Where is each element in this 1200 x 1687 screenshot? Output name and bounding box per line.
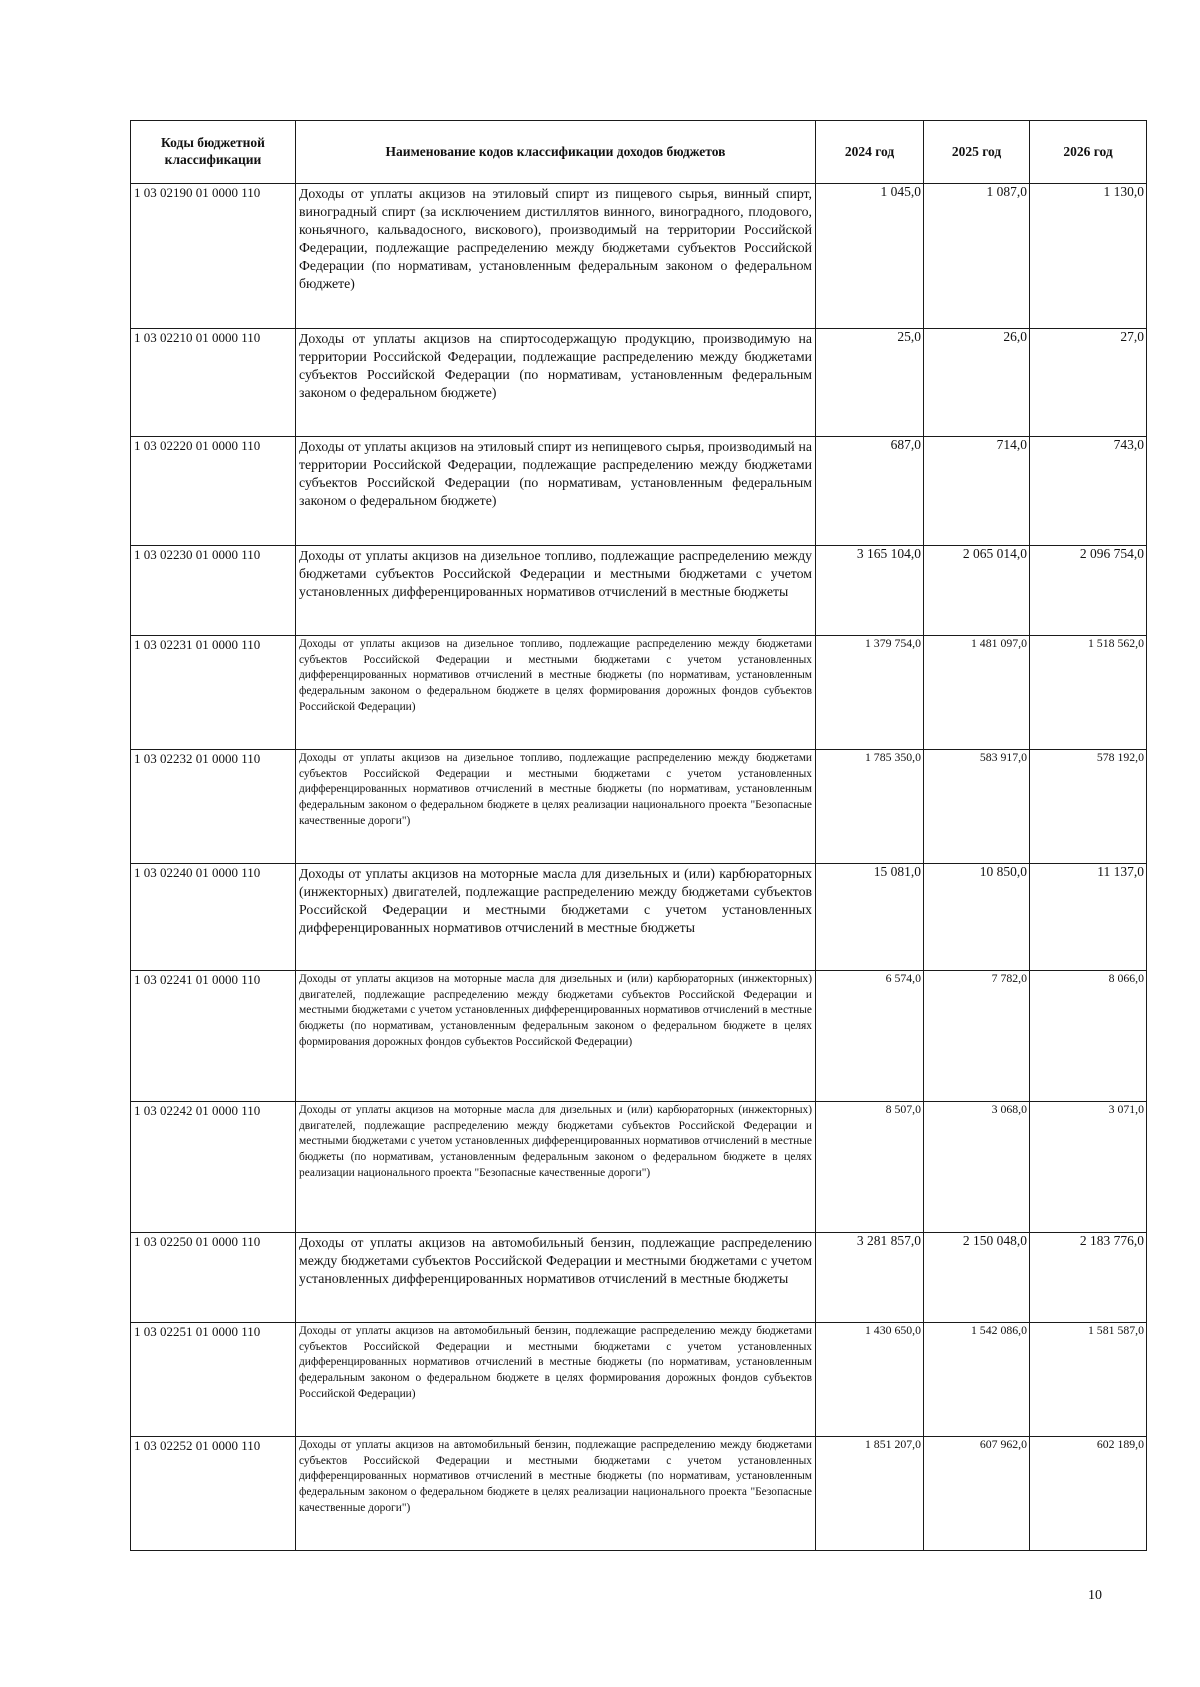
amount-2026-cell: 3 071,0	[1030, 1102, 1147, 1233]
amount-2025-cell: 10 850,0	[924, 864, 1030, 971]
budget-code-cell: 1 03 02230 01 0000 110	[131, 546, 296, 636]
amount-2026-cell: 27,0	[1030, 329, 1147, 437]
amount-2026-cell: 1 581 587,0	[1030, 1323, 1147, 1437]
amount-2024-cell: 25,0	[816, 329, 924, 437]
amount-2024-cell: 1 851 207,0	[816, 1437, 924, 1551]
amount-2025-cell: 607 962,0	[924, 1437, 1030, 1551]
amount-2025-cell: 714,0	[924, 437, 1030, 546]
amount-2026-cell: 2 096 754,0	[1030, 546, 1147, 636]
table-row	[131, 1233, 1147, 1323]
code-name-cell: Доходы от уплаты акцизов на спиртосодержащую продукцию, производимую на территории Российской Федерации, подлежащие распределению между бюджетами субъектов Российской Федерации (по нормативам, установленным федеральным законом о федеральном бюджете)	[296, 329, 816, 437]
budget-code-cell: 1 03 02231 01 0000 110	[131, 636, 296, 750]
budget-revenue-table	[130, 120, 1147, 1551]
amount-2024-cell: 1 785 350,0	[816, 750, 924, 864]
code-name-cell: Доходы от уплаты акцизов на автомобильный бензин, подлежащие распределению между бюджетами субъектов Российской Федерации и местными бюджетами с учетом установленных дифференцированных нормативов отчислений в местные бюджеты (по нормативам, установленным федеральным законом о федеральном бюджете в целях формирования дорожных фондов субъектов Российской Федерации)	[296, 1323, 816, 1437]
code-name-cell: Доходы от уплаты акцизов на дизельное топливо, подлежащие распределению между бюджетами субъектов Российской Федерации и местными бюджетами с учетом установленных дифференцированных нормативов отчислений в местные бюджеты (по нормативам, установленным федеральным законом о федеральном бюджете в целях формирования дорожных фондов субъектов Российской Федерации)	[296, 636, 816, 750]
amount-2025-cell: 1 542 086,0	[924, 1323, 1030, 1437]
amount-2025-cell: 3 068,0	[924, 1102, 1030, 1233]
code-name-cell: Доходы от уплаты акцизов на этиловый спирт из непищевого сырья, производимый на территории Российской Федерации, подлежащие распределению между бюджетами субъектов Российской Федерации (по нормативам, установленным федеральным законом о федеральном бюджете)	[296, 437, 816, 546]
budget-code-cell: 1 03 02241 01 0000 110	[131, 971, 296, 1102]
code-name-cell: Доходы от уплаты акцизов на моторные масла для дизельных и (или) карбюраторных (инжекторных) двигателей, подлежащие распределению между бюджетами субъектов Российской Федерации и местными бюджетами с учетом установленных дифференцированных нормативов отчислений в местные бюджеты (по нормативам, установленным федеральным законом о федеральном бюджете в целях реализации национального проекта "Безопасные качественные дороги")	[296, 1102, 816, 1233]
code-name-cell: Доходы от уплаты акцизов на дизельное топливо, подлежащие распределению между бюджетами субъектов Российской Федерации и местными бюджетами с учетом установленных дифференцированных нормативов отчислений в местные бюджеты (по нормативам, установленным федеральным законом о федеральном бюджете в целях реализации национального проекта "Безопасные качественные дороги")	[296, 750, 816, 864]
code-name-cell: Доходы от уплаты акцизов на автомобильный бензин, подлежащие распределению между бюджетами субъектов Российской Федерации и местными бюджетами с учетом установленных дифференцированных нормативов отчислений в местные бюджеты	[296, 1233, 816, 1323]
header-budget-code: Коды бюджетной классификации	[131, 121, 296, 184]
table-row	[131, 864, 1147, 971]
amount-2026-cell: 11 137,0	[1030, 864, 1147, 971]
amount-2024-cell: 3 281 857,0	[816, 1233, 924, 1323]
amount-2024-cell: 687,0	[816, 437, 924, 546]
header-code-name: Наименование кодов классификации доходов бюджетов	[296, 121, 816, 184]
budget-code-cell: 1 03 02232 01 0000 110	[131, 750, 296, 864]
amount-2024-cell: 3 165 104,0	[816, 546, 924, 636]
amount-2025-cell: 583 917,0	[924, 750, 1030, 864]
amount-2026-cell: 602 189,0	[1030, 1437, 1147, 1551]
table-row	[131, 184, 1147, 329]
header-year-2026: 2026 год	[1030, 121, 1147, 184]
budget-code-cell: 1 03 02242 01 0000 110	[131, 1102, 296, 1233]
table-header-row	[131, 121, 1147, 184]
code-name-cell: Доходы от уплаты акцизов на моторные масла для дизельных и (или) карбюраторных (инжекторных) двигателей, подлежащие распределению между бюджетами субъектов Российской Федерации и местными бюджетами с учетом установленных дифференцированных нормативов отчислений в местные бюджеты	[296, 864, 816, 971]
table-row	[131, 971, 1147, 1102]
amount-2025-cell: 1 481 097,0	[924, 636, 1030, 750]
table-row	[131, 636, 1147, 750]
table-row	[131, 750, 1147, 864]
budget-code-cell: 1 03 02190 01 0000 110	[131, 184, 296, 329]
amount-2026-cell: 578 192,0	[1030, 750, 1147, 864]
amount-2024-cell: 15 081,0	[816, 864, 924, 971]
amount-2024-cell: 6 574,0	[816, 971, 924, 1102]
code-name-cell: Доходы от уплаты акцизов на моторные масла для дизельных и (или) карбюраторных (инжекторных) двигателей, подлежащие распределению между бюджетами субъектов Российской Федерации и местными бюджетами с учетом установленных дифференцированных нормативов отчислений в местные бюджеты (по нормативам, установленным федеральным законом о федеральном бюджете в целях формирования дорожных фондов субъектов Российской Федерации)	[296, 971, 816, 1102]
amount-2026-cell: 8 066,0	[1030, 971, 1147, 1102]
amount-2025-cell: 2 065 014,0	[924, 546, 1030, 636]
amount-2026-cell: 1 130,0	[1030, 184, 1147, 329]
amount-2024-cell: 1 430 650,0	[816, 1323, 924, 1437]
code-name-cell: Доходы от уплаты акцизов на этиловый спирт из пищевого сырья, винный спирт, виноградный спирт (за исключением дистиллятов винного, виноградного, плодового, коньячного, кальвадосного, вискового), производимый на территории Российской Федерации, подлежащие распределению между бюджетами субъектов Российской Федерации (по нормативам, установленным федеральным законом о федеральном бюджете)	[296, 184, 816, 329]
amount-2024-cell: 1 045,0	[816, 184, 924, 329]
amount-2026-cell: 1 518 562,0	[1030, 636, 1147, 750]
table-row	[131, 546, 1147, 636]
amount-2026-cell: 2 183 776,0	[1030, 1233, 1147, 1323]
header-year-2024: 2024 год	[816, 121, 924, 184]
amount-2024-cell: 1 379 754,0	[816, 636, 924, 750]
budget-code-cell: 1 03 02250 01 0000 110	[131, 1233, 296, 1323]
budget-code-cell: 1 03 02210 01 0000 110	[131, 329, 296, 437]
table-row	[131, 1102, 1147, 1233]
budget-code-cell: 1 03 02251 01 0000 110	[131, 1323, 296, 1437]
amount-2025-cell: 7 782,0	[924, 971, 1030, 1102]
table-row	[131, 1437, 1147, 1551]
code-name-cell: Доходы от уплаты акцизов на дизельное топливо, подлежащие распределению между бюджетами субъектов Российской Федерации и местными бюджетами с учетом установленных дифференцированных нормативов отчислений в местные бюджеты	[296, 546, 816, 636]
amount-2025-cell: 2 150 048,0	[924, 1233, 1030, 1323]
table-row	[131, 1323, 1147, 1437]
amount-2024-cell: 8 507,0	[816, 1102, 924, 1233]
budget-code-cell: 1 03 02220 01 0000 110	[131, 437, 296, 546]
budget-code-cell: 1 03 02252 01 0000 110	[131, 1437, 296, 1551]
table-row	[131, 329, 1147, 437]
amount-2025-cell: 26,0	[924, 329, 1030, 437]
header-year-2025: 2025 год	[924, 121, 1030, 184]
table-row	[131, 437, 1147, 546]
code-name-cell: Доходы от уплаты акцизов на автомобильный бензин, подлежащие распределению между бюджетами субъектов Российской Федерации и местными бюджетами с учетом установленных дифференцированных нормативов отчислений в местные бюджеты (по нормативам, установленным федеральным законом о федеральном бюджете в целях реализации национального проекта "Безопасные качественные дороги")	[296, 1437, 816, 1551]
amount-2025-cell: 1 087,0	[924, 184, 1030, 329]
budget-code-cell: 1 03 02240 01 0000 110	[131, 864, 296, 971]
page-number: 10	[1088, 1588, 1102, 1603]
amount-2026-cell: 743,0	[1030, 437, 1147, 546]
